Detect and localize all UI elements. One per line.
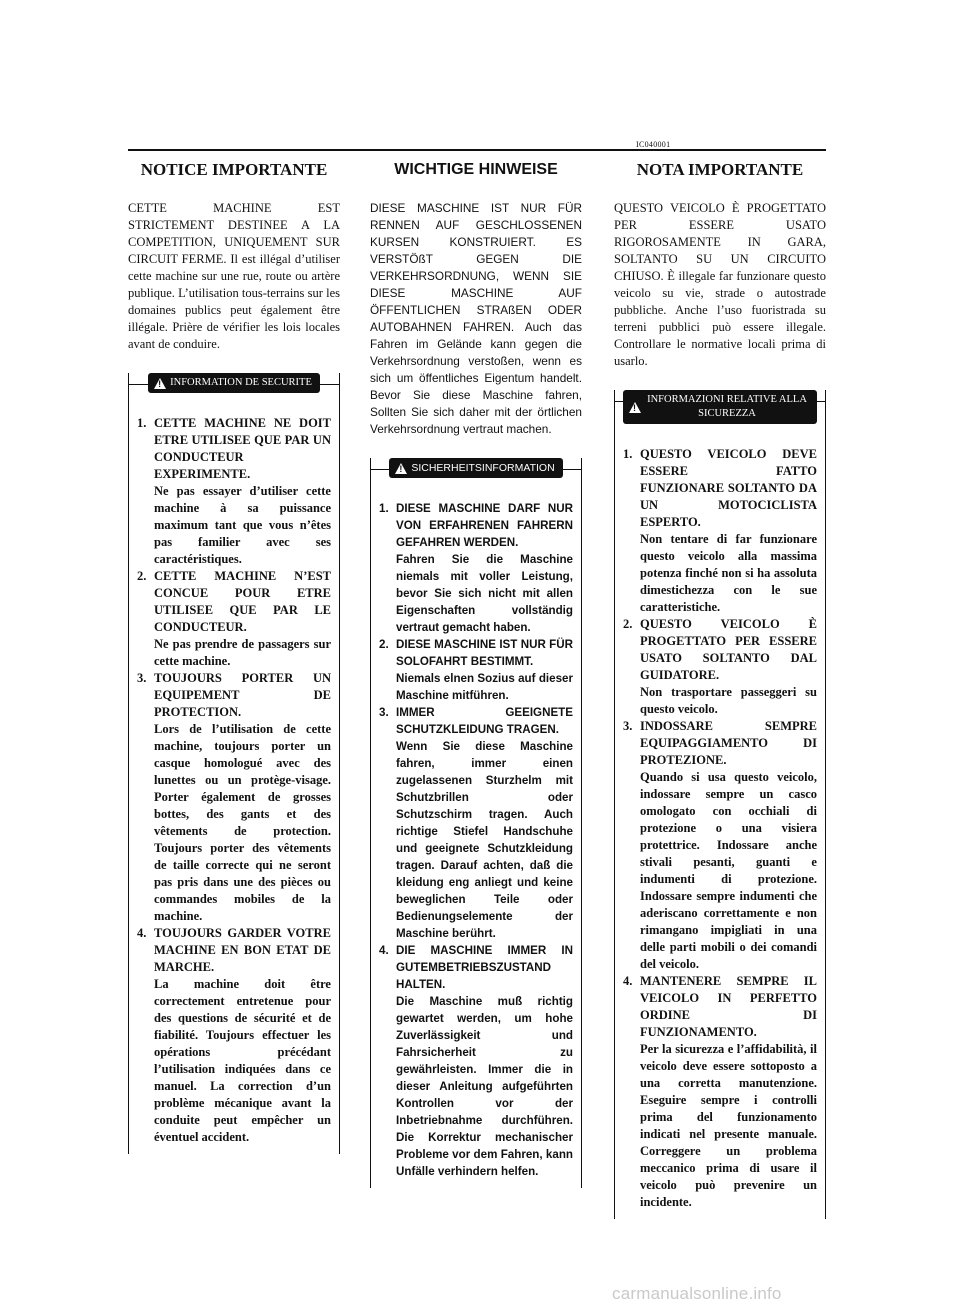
intro-paragraph: CETTE MACHINE EST STRICTEMENT DESTINEE A LA COMPETITION, UNIQUEMENT SUR CIRCUIT FERME. Il est illégal d’utiliser cette machine sur une rue, route ou artère publique. L’utilisation tous-terrains sur les domaines publics peut également être illégale. Prière de vérifier les lois locales avant de conduire.: [128, 201, 340, 351]
item-number: 4.: [623, 974, 633, 988]
safety-list: [137, 415, 331, 1146]
column-italian: [614, 160, 826, 1219]
intro-paragraph: DIESE MASCHINE IST NUR FÜR RENNEN AUF GESCHLOSSENEN KURSEN KONSTRUIERT. ES VERSTÖßT GEGEN DIE VERKEHRSORDNUNG, WENN SIE DIESE MASCHINE AUF ÖFFENTLICHEN STRAßEN ODER AUTOBAHNEN FAHREN. Auch das Fahren im Gelände kann gegen die Verkehrsordnung verstoßen, wenn es sich um öffentliches Eigentum handelt. Bevor Sie diese Maschine fahren, Sollten Sie sich daher mit der örtlichen Verkehrsordnung vertraut machen.: [370, 201, 582, 436]
item-heading: TOUJOURS GARDER VOTRE MACHINE EN BON ETAT DE MARCHE.: [154, 926, 331, 974]
item-heading: DIESE MASCHINE DARF NUR VON ERFAHRENEN FAHRERN GEFAHREN WERDEN.: [396, 502, 573, 549]
warning-icon: [629, 402, 641, 413]
column-title: NOTICE IMPORTANTE: [140, 160, 328, 179]
item-heading: CETTE MACHINE NE DOIT ETRE UTILISEE QUE PAR UN CONDUCTEUR EXPERIMENTE.: [154, 416, 331, 481]
item-heading: CETTE MACHINE N’EST CONCUE POUR ETRE UTILISEE QUE PAR LE CONDUCTEUR.: [154, 569, 331, 634]
safety-box: [128, 373, 340, 1154]
safety-box-title: INFORMATION DE SECURITE: [170, 377, 312, 388]
safety-box-header: [389, 458, 562, 478]
list-item: [137, 925, 331, 1146]
item-text: Niemals elnen Sozius auf dieser Maschine mitführen.: [396, 672, 573, 702]
intro-paragraph: QUESTO VEICOLO È PROGETTATO PER ESSERE USATO RIGOROSAMENTE IN GARA, SOLTANTO SU UN CIRCUITO CHIUSO. È illegale far funzionare questo veicolo su vie, strade o autostrade pubbliche. Anche l’uso fuoristrada su terreni pubblici può essere illegale. Controllare le normative locali prima di usarlo.: [614, 201, 826, 368]
item-number: 3.: [379, 706, 389, 719]
item-heading: QUESTO VEICOLO È PROGETTATO PER ESSERE USATO SOLTANTO DAL GUIDATORE.: [640, 617, 817, 682]
column-french: [128, 160, 340, 1154]
list-item: [379, 636, 573, 704]
item-text: Fahren Sie die Maschine niemals mit voller Leistung, bevor Sie sich nicht mit allen Eigenschaften vollständig vertraut gemacht haben.: [396, 553, 573, 634]
safety-box-header: [623, 390, 817, 424]
column-title: NOTA IMPORTANTE: [636, 160, 804, 179]
list-item: [379, 704, 573, 942]
list-item: [379, 500, 573, 636]
warning-icon: [154, 378, 166, 389]
footer-watermark: carmanualsonline.info: [612, 1284, 782, 1303]
item-text: Wenn Sie diese Maschine fahren, immer einen zugelassenen Sturzhelm mit Schutzbrillen oder Schutzschirm tragen. Auch richtige Stiefel Handschuhe und geeignete Schutzkleidung tragen. Darauf achten, daß die kleidung eng anliegt und keine beweglichen Teile oder Bedienungselemente der Maschine berührt.: [396, 740, 573, 940]
list-item: [137, 670, 331, 925]
list-item: [623, 446, 817, 616]
list-item: [137, 568, 331, 670]
column-title: WICHTIGE HINWEISE: [394, 161, 558, 178]
safety-box: [370, 458, 582, 1188]
item-text: Die Maschine muß richtig gewartet werden, um hohe Zuverlässigkeit und Fahrsicherheit zu gewährleisten. Immer die in dieser Anleitung aufgeführten Kontrollen vor der Inbetriebnahme durchführen. Die Korrektur mechanischer Probleme vor dem Fahren, kann Unfälle verhindern helfen.: [396, 995, 573, 1178]
item-number: 3.: [623, 719, 633, 733]
safety-box-header: [148, 373, 320, 393]
item-heading: IMMER GEEIGNETE SCHUTZKLEIDUNG TRAGEN.: [396, 706, 573, 736]
safety-box-title: SICHERHEITSINFORMATION: [411, 462, 555, 474]
item-heading: TOUJOURS PORTER UN EQUIPEMENT DE PROTECTION.: [154, 671, 331, 719]
item-number: 1.: [137, 416, 147, 430]
item-number: 2.: [379, 638, 389, 651]
item-heading: DIE MASCHINE IMMER IN GUTEMBETRIEBSZUSTAND HALTEN.: [396, 944, 573, 991]
item-text: Ne pas prendre de passagers sur cette machine.: [154, 637, 331, 668]
item-text: Lors de l’utilisation de cette machine, toujours porter un casque homologué avec des lunettes ou un protège-visage. Porter également de grosses bottes, des gants et des vêtements de protection. Toujours porter des vêtements de taille correcte qui ne seront pas pris dans une des pièces ou commandes mobiles de la machine.: [154, 722, 331, 923]
item-heading: DIESE MASCHINE IST NUR FÜR SOLOFAHRT BESTIMMT.: [396, 638, 573, 668]
item-text: La machine doit être correctement entretenue pour des questions de sécurité et de fiabilité. Toujours effectuer les opérations précédant l’utilisation indiquées dans ce manuel. La correction d’un problème mécanique avant la conduite peut empêcher un éventuel accident.: [154, 977, 331, 1144]
safety-list: [623, 446, 817, 1211]
item-heading: MANTENERE SEMPRE IL VEICOLO IN PERFETTO ORDINE DI FUNZIONAMENTO.: [640, 974, 817, 1039]
item-number: 4.: [137, 926, 147, 940]
header-rule: [128, 149, 826, 151]
safety-list: [379, 500, 573, 1180]
item-text: Non trasportare passeggeri su questo veicolo.: [640, 685, 817, 716]
warning-icon: [395, 463, 407, 474]
item-text: Quando si usa questo veicolo, indossare sempre un casco omologato con occhiali di protezione o una visiera protettrice. Indossare anche stivali pesanti, guanti e indumenti di protezione. Indossare sempre indumenti che aderiscano correttamente e non rimangano impigliati in una delle parti mobili o dei comandi del veicolo.: [640, 770, 817, 971]
list-item: [379, 942, 573, 1180]
list-item: [623, 973, 817, 1211]
document-code: IC040001: [636, 140, 671, 149]
item-number: 1.: [379, 502, 389, 515]
item-number: 3.: [137, 671, 147, 685]
column-german: [370, 160, 582, 1188]
item-text: Non tentare di far funzionare questo veicolo alla massima potenza finché non si ha assoluta dimestichezza con le sue caratteristiche.: [640, 532, 817, 614]
item-text: Per la sicurezza e l’affidabilità, il veicolo deve essere sottoposto a una corretta manutenzione. Eseguire sempre i controlli prima del funzionamento indicati nel presente manuale. Correggere un problema meccanico prima di usare il veicolo può prevenire un incidente.: [640, 1042, 817, 1209]
list-item: [623, 718, 817, 973]
item-heading: INDOSSARE SEMPRE EQUIPAGGIAMENTO DI PROTEZIONE.: [640, 719, 817, 767]
list-item: [623, 616, 817, 718]
list-item: [137, 415, 331, 568]
safety-box: [614, 390, 826, 1219]
safety-box-title: INFORMAZIONI RELATIVE ALLA SICUREZZA: [647, 394, 807, 419]
item-number: 2.: [623, 617, 633, 631]
item-number: 4.: [379, 944, 389, 957]
item-number: 2.: [137, 569, 147, 583]
item-heading: QUESTO VEICOLO DEVE ESSERE FATTO FUNZIONARE SOLTANTO DA UN MOTOCICLISTA ESPERTO.: [640, 447, 817, 529]
item-text: Ne pas essayer d’utiliser cette machine à sa puissance maximum tant que vous n’êtes pas familier avec ses caractéristiques.: [154, 484, 331, 566]
item-number: 1.: [623, 447, 633, 461]
